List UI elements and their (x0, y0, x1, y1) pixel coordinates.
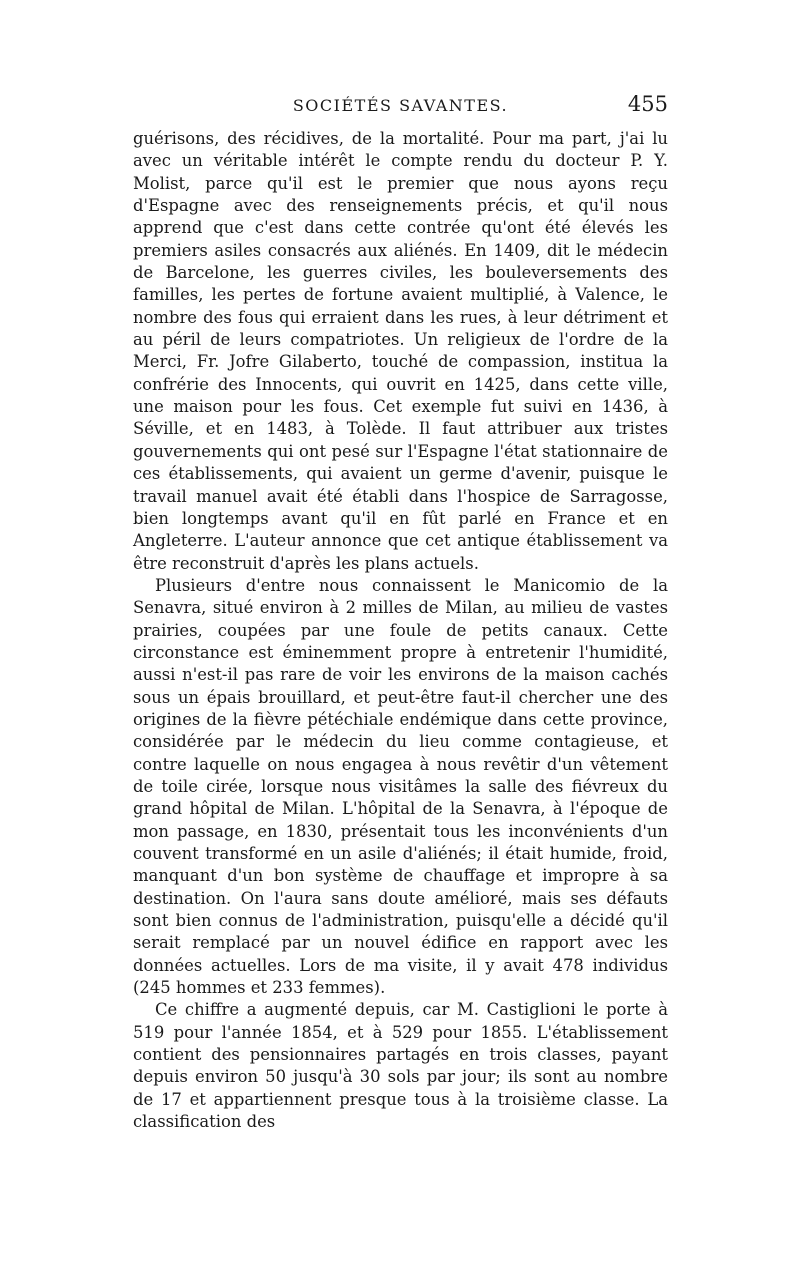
paragraph-statistics: Ce chiffre a augmenté depuis, car M. Castiglioni le porte à 519 pour l'année 1854, et à 529 pour 1855. L'établissement contient des pensionnaires partagés en trois classes, payant depuis environ 50 jusqu'à 30 sols par jour; ils sont au nombre de 17 et appartiennent presque tous à la troisième classe. La classification des (133, 1000, 668, 1132)
running-title: SOCIÉTÉS SAVANTES. (292, 96, 509, 115)
paragraph-continuation: guérisons, des récidives, de la mortalité. Pour ma part, j'ai lu avec un véritable intérêt le compte rendu du docteur P. Y. Molist, parce qu'il est le premier que nous ayons reçu d'Espagne avec des renseignements précis, et qu'il nous apprend que c'est dans cette contrée qu'ont été élevés les premiers asiles consacrés aux aliénés. En 1409, dit le médecin de Barcelone, les guerres civiles, les bouleversements des familles, les pertes de fortune avaient multiplié, à Valence, le nombre des fous qui erraient dans les rues, à leur détriment et au péril de leurs compatriotes. Un religieux de l'ordre de la Merci, Fr. Jofre Gilaberto, touché de compassion, institua la confrérie des Innocents, qui ouvrit en 1425, dans cette ville, une maison pour les fous. Cet exemple fut suivi en 1436, à Séville, et en 1483, à Tolède. Il faut attribuer aux tristes gouvernements qui ont pesé sur l'Espagne l'état stationnaire de ces établissements, qui avaient un germe d'avenir, puisque le travail manuel avait été établi dans l'hospice de Sarragosse, bien longtemps avant qu'il en fût parlé en France et en Angleterre. L'auteur annonce que cet antique établissement va être reconstruit d'après les plans actuels. (133, 129, 668, 573)
body-text (133, 128, 668, 1133)
running-head (133, 92, 668, 122)
page-number: 455 (627, 92, 668, 116)
paragraph-senavra: Plusieurs d'entre nous connaissent le Manicomio de la Senavra, situé environ à 2 milles de Milan, au milieu de vastes prairies, coupées par une foule de petits canaux. Cette circonstance est éminemment propre à entretenir l'humidité, aussi n'est-il pas rare de voir les environs de la maison cachés sous un épais brouillard, et peut-être faut-il chercher une des origines de la fièvre pétéchiale endémique dans cette province, considérée par le médecin du lieu comme contagieuse, et contre laquelle on nous engagea à nous revêtir d'un vêtement de toile cirée, lorsque nous visitâmes la salle des fiévreux du grand hôpital de Milan. L'hôpital de la Senavra, à l'époque de mon passage, en 1830, présentait tous les inconvénients d'un couvent transformé en un asile d'aliénés; il était humide, froid, manquant d'un bon système de chauffage et impropre à sa destination. On l'aura sans doute amélioré, mais ses défauts sont bien connus de l'administration, puisqu'elle a décidé qu'il serait remplacé par un nouvel édifice en rapport avec les données actuelles. Lors de ma visite, il y avait 478 individus (245 hommes et 233 femmes). (133, 575, 668, 998)
